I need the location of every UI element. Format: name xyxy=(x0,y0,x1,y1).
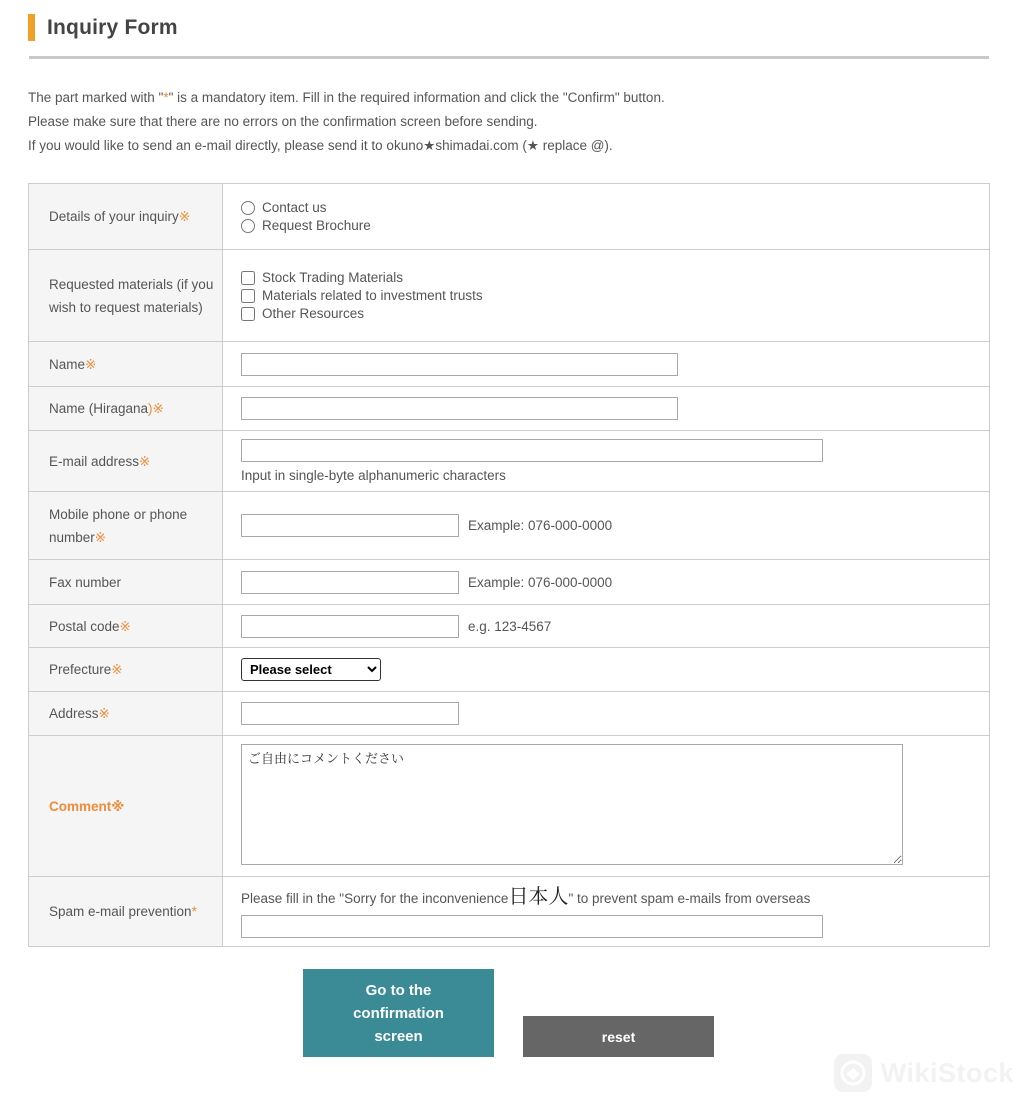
intro-line-1: The part marked with "*" is a mandatory item. Fill in the required information and click the "Confirm" button. xyxy=(28,90,665,105)
phone-example-hint: Example: 076-000-0000 xyxy=(468,518,613,533)
row-postal-code xyxy=(29,605,990,648)
required-marker: ※ xyxy=(178,209,191,224)
row-label-inquiry-details: Details of your inquiry※ xyxy=(29,184,223,250)
row-requested-materials xyxy=(29,250,990,342)
spam-prevention-input[interactable] xyxy=(241,915,823,938)
mandatory-asterisk: * xyxy=(163,90,169,105)
postal-code-example-hint: e.g. 123-4567 xyxy=(468,618,552,634)
checkbox-label: Other Resources xyxy=(262,306,365,321)
name-hiragana-input[interactable] xyxy=(241,397,678,420)
radio-contact-us[interactable] xyxy=(241,200,979,215)
radio-label: Request Brochure xyxy=(262,218,371,233)
header-divider xyxy=(29,56,989,59)
page-header xyxy=(28,14,1022,41)
row-label-requested-materials: Requested materials (if you wish to request materials) xyxy=(29,250,223,342)
radio-label: Contact us xyxy=(262,200,327,215)
title-accent-bar xyxy=(28,14,35,41)
wikistock-logo-icon xyxy=(834,1054,872,1092)
form-actions xyxy=(303,969,1022,1057)
required-marker: ※ xyxy=(111,662,123,677)
row-label-name-hiragana: Name (Hiragana)※ xyxy=(29,387,223,431)
intro-line-3: If you would like to send an e-mail directly, please send it to okuno★shimadai.com (★ replace @). xyxy=(28,138,613,153)
required-marker: ※ xyxy=(98,706,110,721)
required-marker: ※ xyxy=(111,798,125,814)
spam-keyword: 日本人 xyxy=(508,886,569,908)
required-marker: ※ xyxy=(85,356,97,372)
email-note: Input in single-byte alphanumeric characters xyxy=(241,468,506,483)
confirm-button[interactable]: Go to the confirmation screen xyxy=(303,969,494,1057)
row-address xyxy=(29,692,990,736)
row-prefecture xyxy=(29,648,990,692)
checkbox-label: Stock Trading Materials xyxy=(262,270,404,285)
row-label-fax: Fax number xyxy=(29,560,223,605)
row-inquiry-details xyxy=(29,184,990,250)
row-label-postal-code: Postal code※ xyxy=(29,605,223,648)
required-marker: ※ xyxy=(139,453,151,469)
checkbox-stock-trading-materials[interactable] xyxy=(241,270,979,285)
intro-text xyxy=(28,86,1022,158)
wikistock-watermark xyxy=(834,1054,1014,1092)
comment-textarea[interactable] xyxy=(241,744,903,865)
row-name xyxy=(29,342,990,387)
inquiry-form-table xyxy=(28,183,990,947)
row-label-prefecture: Prefecture※ xyxy=(29,648,223,692)
postal-code-input[interactable] xyxy=(241,615,459,638)
row-label-spam-prevention: Spam e-mail prevention* xyxy=(29,877,223,947)
prefecture-select[interactable] xyxy=(241,658,381,681)
row-label-comment: Comment※ xyxy=(29,736,223,877)
required-marker: ※ xyxy=(119,618,131,634)
wikistock-logo-text: WikiStock xyxy=(880,1057,1014,1088)
email-input[interactable] xyxy=(241,439,823,462)
checkbox-investment-trust-materials[interactable] xyxy=(241,288,979,303)
row-email xyxy=(29,431,990,492)
radio-request-brochure[interactable] xyxy=(241,218,979,233)
fax-example-hint: Example: 076-000-0000 xyxy=(468,574,613,590)
row-label-address: Address※ xyxy=(29,692,223,736)
stock-trading-materials-checkbox[interactable] xyxy=(241,271,255,285)
phone-input[interactable] xyxy=(241,514,459,537)
row-label-phone: Mobile phone or phone number※ xyxy=(29,492,223,560)
contact-us-radio[interactable] xyxy=(241,201,255,215)
address-input[interactable] xyxy=(241,702,459,725)
bird-icon xyxy=(840,1060,866,1086)
spam-instruction: Please fill in the "Sorry for the inconvenience日本人" to prevent spam e-mails from overseas xyxy=(241,886,811,908)
row-label-name: Name※ xyxy=(29,342,223,387)
row-name-hiragana xyxy=(29,387,990,431)
row-spam-prevention xyxy=(29,877,990,947)
checkbox-label: Materials related to investment trusts xyxy=(262,288,483,303)
page-title: Inquiry Form xyxy=(47,15,178,39)
checkbox-other-resources[interactable] xyxy=(241,306,979,321)
request-brochure-radio[interactable] xyxy=(241,219,255,233)
required-marker: )※ xyxy=(148,401,164,416)
investment-trust-materials-checkbox[interactable] xyxy=(241,289,255,303)
row-comment xyxy=(29,736,990,877)
intro-line-2: Please make sure that there are no errors on the confirmation screen before sending. xyxy=(28,114,538,129)
name-input[interactable] xyxy=(241,353,678,376)
row-phone xyxy=(29,492,990,560)
other-resources-checkbox[interactable] xyxy=(241,307,255,321)
reset-button[interactable]: reset xyxy=(523,1016,714,1057)
row-fax xyxy=(29,560,990,605)
required-marker: ※ xyxy=(94,529,107,545)
fax-input[interactable] xyxy=(241,571,459,594)
row-label-email: E-mail address※ xyxy=(29,431,223,492)
required-marker: * xyxy=(191,904,197,919)
